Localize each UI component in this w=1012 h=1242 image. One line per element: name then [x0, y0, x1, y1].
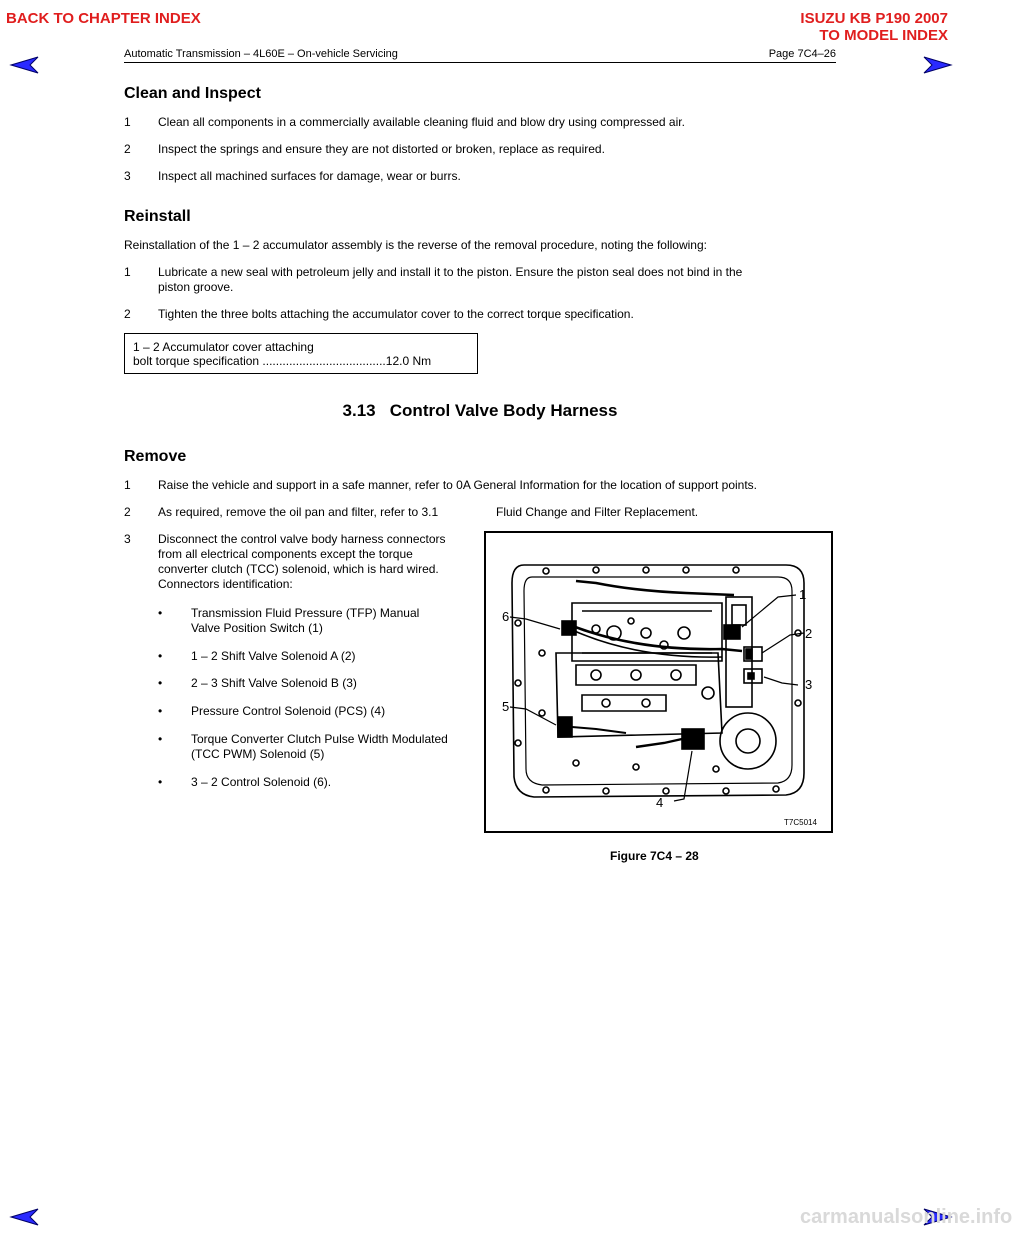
connector-item: Torque Converter Clutch Pulse Width Modulated: [191, 732, 448, 746]
clean-step-text: Inspect all machined surfaces for damage, wear or burrs.: [158, 169, 461, 183]
bullet-marker: •: [158, 775, 163, 789]
bullet-marker: •: [158, 649, 163, 663]
torque-spec-value: bolt torque specification .....................................12.0 Nm: [133, 354, 432, 368]
reinstall-step-text: Lubricate a new seal with petroleum jelly and install it to the piston. Ensure the piston seal does not bind in the: [158, 265, 743, 279]
callout-label: 5: [502, 699, 510, 714]
torque-spec-line: 1 – 2 Accumulator cover attaching: [133, 340, 314, 354]
remove-step-text: from all electrical components except the torque: [158, 547, 413, 561]
connector-item: Transmission Fluid Pressure (TFP) Manual: [191, 606, 420, 620]
remove-step-link-text[interactable]: Fluid Change and Filter Replacement.: [496, 505, 699, 519]
model-title[interactable]: ISUZU KB P190 2007: [800, 10, 948, 27]
reinstall-heading: Reinstall: [124, 208, 191, 225]
step-number: 1: [124, 115, 131, 129]
page-number: Page 7C4–26: [768, 48, 836, 60]
remove-step-text: As required, remove the oil pan and filter, refer to 3.1: [158, 505, 439, 519]
torque-spec-box: [124, 333, 478, 374]
remove-step-text: Disconnect the control valve body harness connectors: [158, 532, 446, 546]
bullet-marker: •: [158, 704, 163, 718]
reinstall-step-text: Tighten the three bolts attaching the accumulator cover to the correct torque specification.: [158, 307, 634, 321]
step-number: 2: [124, 142, 131, 156]
connector-item-cont: (TCC PWM) Solenoid (5): [191, 747, 325, 761]
document-title: Automatic Transmission – 4L60E – On-vehicle Servicing: [124, 48, 398, 60]
previous-page-arrow-bottom-icon[interactable]: [10, 1208, 40, 1226]
step-number: 3: [124, 532, 131, 546]
connector-item: 2 – 3 Shift Valve Solenoid B (3): [191, 676, 357, 690]
step-number: 2: [124, 505, 131, 519]
connector-item: 1 – 2 Shift Valve Solenoid A (2): [191, 649, 356, 663]
step-number: 2: [124, 307, 131, 321]
section-title: 3.13 Control Valve Body Harness: [342, 401, 618, 420]
reinstall-intro: Reinstallation of the 1 – 2 accumulator assembly is the reverse of the removal procedure, noting the following:: [124, 238, 707, 252]
remove-step-text: Raise the vehicle and support in a safe manner, refer to 0A General Information for the location of support points.: [158, 478, 758, 492]
bullet-marker: •: [158, 606, 163, 620]
step-number: 1: [124, 265, 131, 279]
header-rule: [124, 62, 836, 63]
figure-code: T7C5014: [784, 818, 817, 827]
clean-step-text: Inspect the springs and ensure they are not distorted or broken, replace as required.: [158, 142, 605, 156]
connector-item: Pressure Control Solenoid (PCS) (4): [191, 704, 386, 718]
valve-body-figure: [484, 531, 833, 833]
valve-body-illustration: [486, 533, 831, 831]
step-number: 3: [124, 169, 131, 183]
watermark: carmanualsonline.info: [800, 1206, 1012, 1228]
back-to-chapter-index-link[interactable]: BACK TO CHAPTER INDEX: [6, 10, 201, 27]
callout-label: 3: [805, 677, 813, 692]
reinstall-step-text-cont: piston groove.: [158, 280, 234, 294]
callout-label: 4: [656, 795, 664, 810]
callout-label: 6: [502, 609, 510, 624]
remove-step-text: converter clutch (TCC) solenoid, which is hard wired.: [158, 562, 439, 576]
model-index-link[interactable]: [800, 10, 948, 44]
step-number: 1: [124, 478, 131, 492]
bullet-marker: •: [158, 676, 163, 690]
remove-heading: Remove: [124, 448, 187, 465]
callout-label: 1: [799, 587, 807, 602]
connector-item: 3 – 2 Control Solenoid (6).: [191, 775, 332, 789]
connector-item-cont: Valve Position Switch (1): [191, 621, 323, 635]
callout-label: 2: [805, 626, 813, 641]
bullet-marker: •: [158, 732, 163, 746]
to-model-index[interactable]: TO MODEL INDEX: [819, 27, 948, 44]
previous-page-arrow-icon[interactable]: [10, 56, 40, 74]
clean-inspect-heading: Clean and Inspect: [124, 85, 261, 102]
figure-caption: Figure 7C4 – 28: [610, 849, 699, 863]
clean-step-text: Clean all components in a commercially available cleaning fluid and blow dry using compressed air.: [158, 115, 685, 129]
next-page-arrow-icon[interactable]: [922, 56, 952, 74]
remove-step-text: Connectors identification:: [158, 577, 293, 591]
